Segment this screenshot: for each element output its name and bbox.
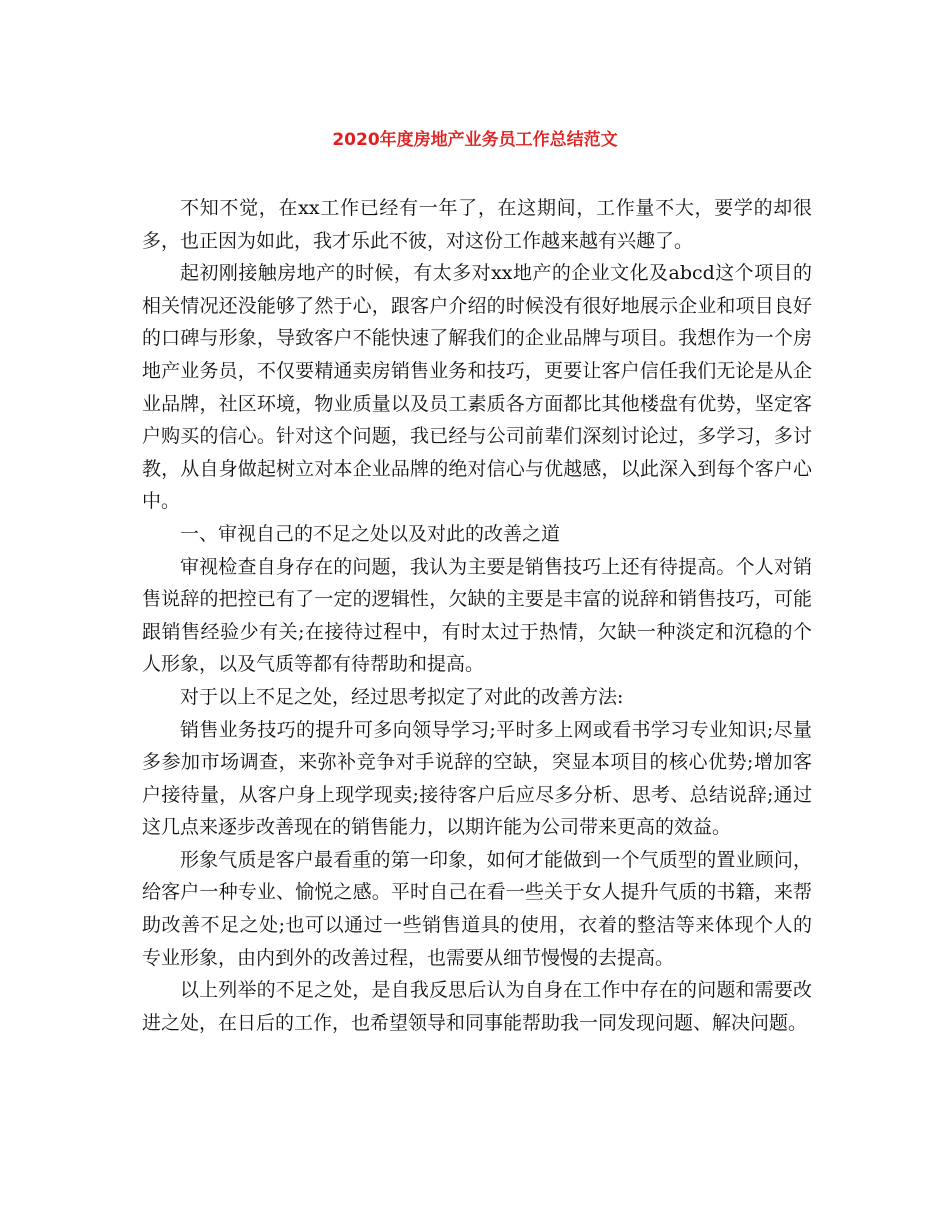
document-title: 2020年度房地产业务员工作总结范文 [332,130,618,150]
paragraph: 形象气质是客户最看重的第一印象，如何才能做到一个气质型的置业顾问，给客户一种专业、愉悦之感。平时自己在看一些关于女人提升气质的书籍，来帮助改善不足之处;也可以通过一些销售道具的使用，衣着的整洁等来体现个人的专业形象，由内到外的改善过程，也需要从细节慢慢的去提高。 [142,848,812,969]
section-heading: 一、审视自己的不足之处以及对此的改善之道 [180,522,561,545]
paragraph: 审视检查自身存在的问题，我认为主要是销售技巧上还有待提高。个人对销售说辞的把控已有了一定的逻辑性，欠缺的主要是丰富的说辞和销售技巧，可能跟销售经验少有关;在接待过程中，有时太过于热情，欠缺一种淡定和沉稳的个人形象，以及气质等都有待帮助和提高。 [142,555,812,676]
document-body [142,192,812,1039]
paragraph: 对于以上不足之处，经过思考拟定了对此的改善方法: [180,685,624,708]
paragraph: 不知不觉，在xx工作已经有一年了，在这期间，工作量不大，要学的却很多，也正因为如此，我才乐此不彼，对这份工作越来越有兴趣了。 [142,197,812,252]
paragraph: 起初刚接触房地产的时候，有太多对xx地产的企业文化及abcd这个项目的相关情况还没能够了然于心，跟客户介绍的时候没有很好地展示企业和项目良好的口碑与形象，导致客户不能快速了解我们的企业品牌与项目。我想作为一个房地产业务员，不仅要精通卖房销售业务和技巧，更要让客户信任我们无论是从企业品牌，社区环境，物业质量以及员工素质各方面都比其他楼盘有优势，坚定客户购买的信心。针对这个问题，我已经与公司前辈们深刻讨论过，多学习，多讨教，从自身做起树立对本企业品牌的绝对信心与优越感，以此深入到每个客户心中。 [142,262,812,513]
paragraph: 销售业务技巧的提升可多向领导学习;平时多上网或看书学习专业知识;尽量多参加市场调查，来弥补竞争对手说辞的空缺，突显本项目的核心优势;增加客户接待量，从客户身上现学现卖;接待客户后应尽多分析、思考、总结说辞;通过这几点来逐步改善现在的销售能力，以期许能为公司带来更高的效益。 [142,718,812,839]
paragraph: 以上列举的不足之处，是自我反思后认为自身在工作中存在的问题和需要改进之处，在日后的工作，也希望领导和同事能帮助我一同发现问题、解决问题。 [142,979,812,1034]
